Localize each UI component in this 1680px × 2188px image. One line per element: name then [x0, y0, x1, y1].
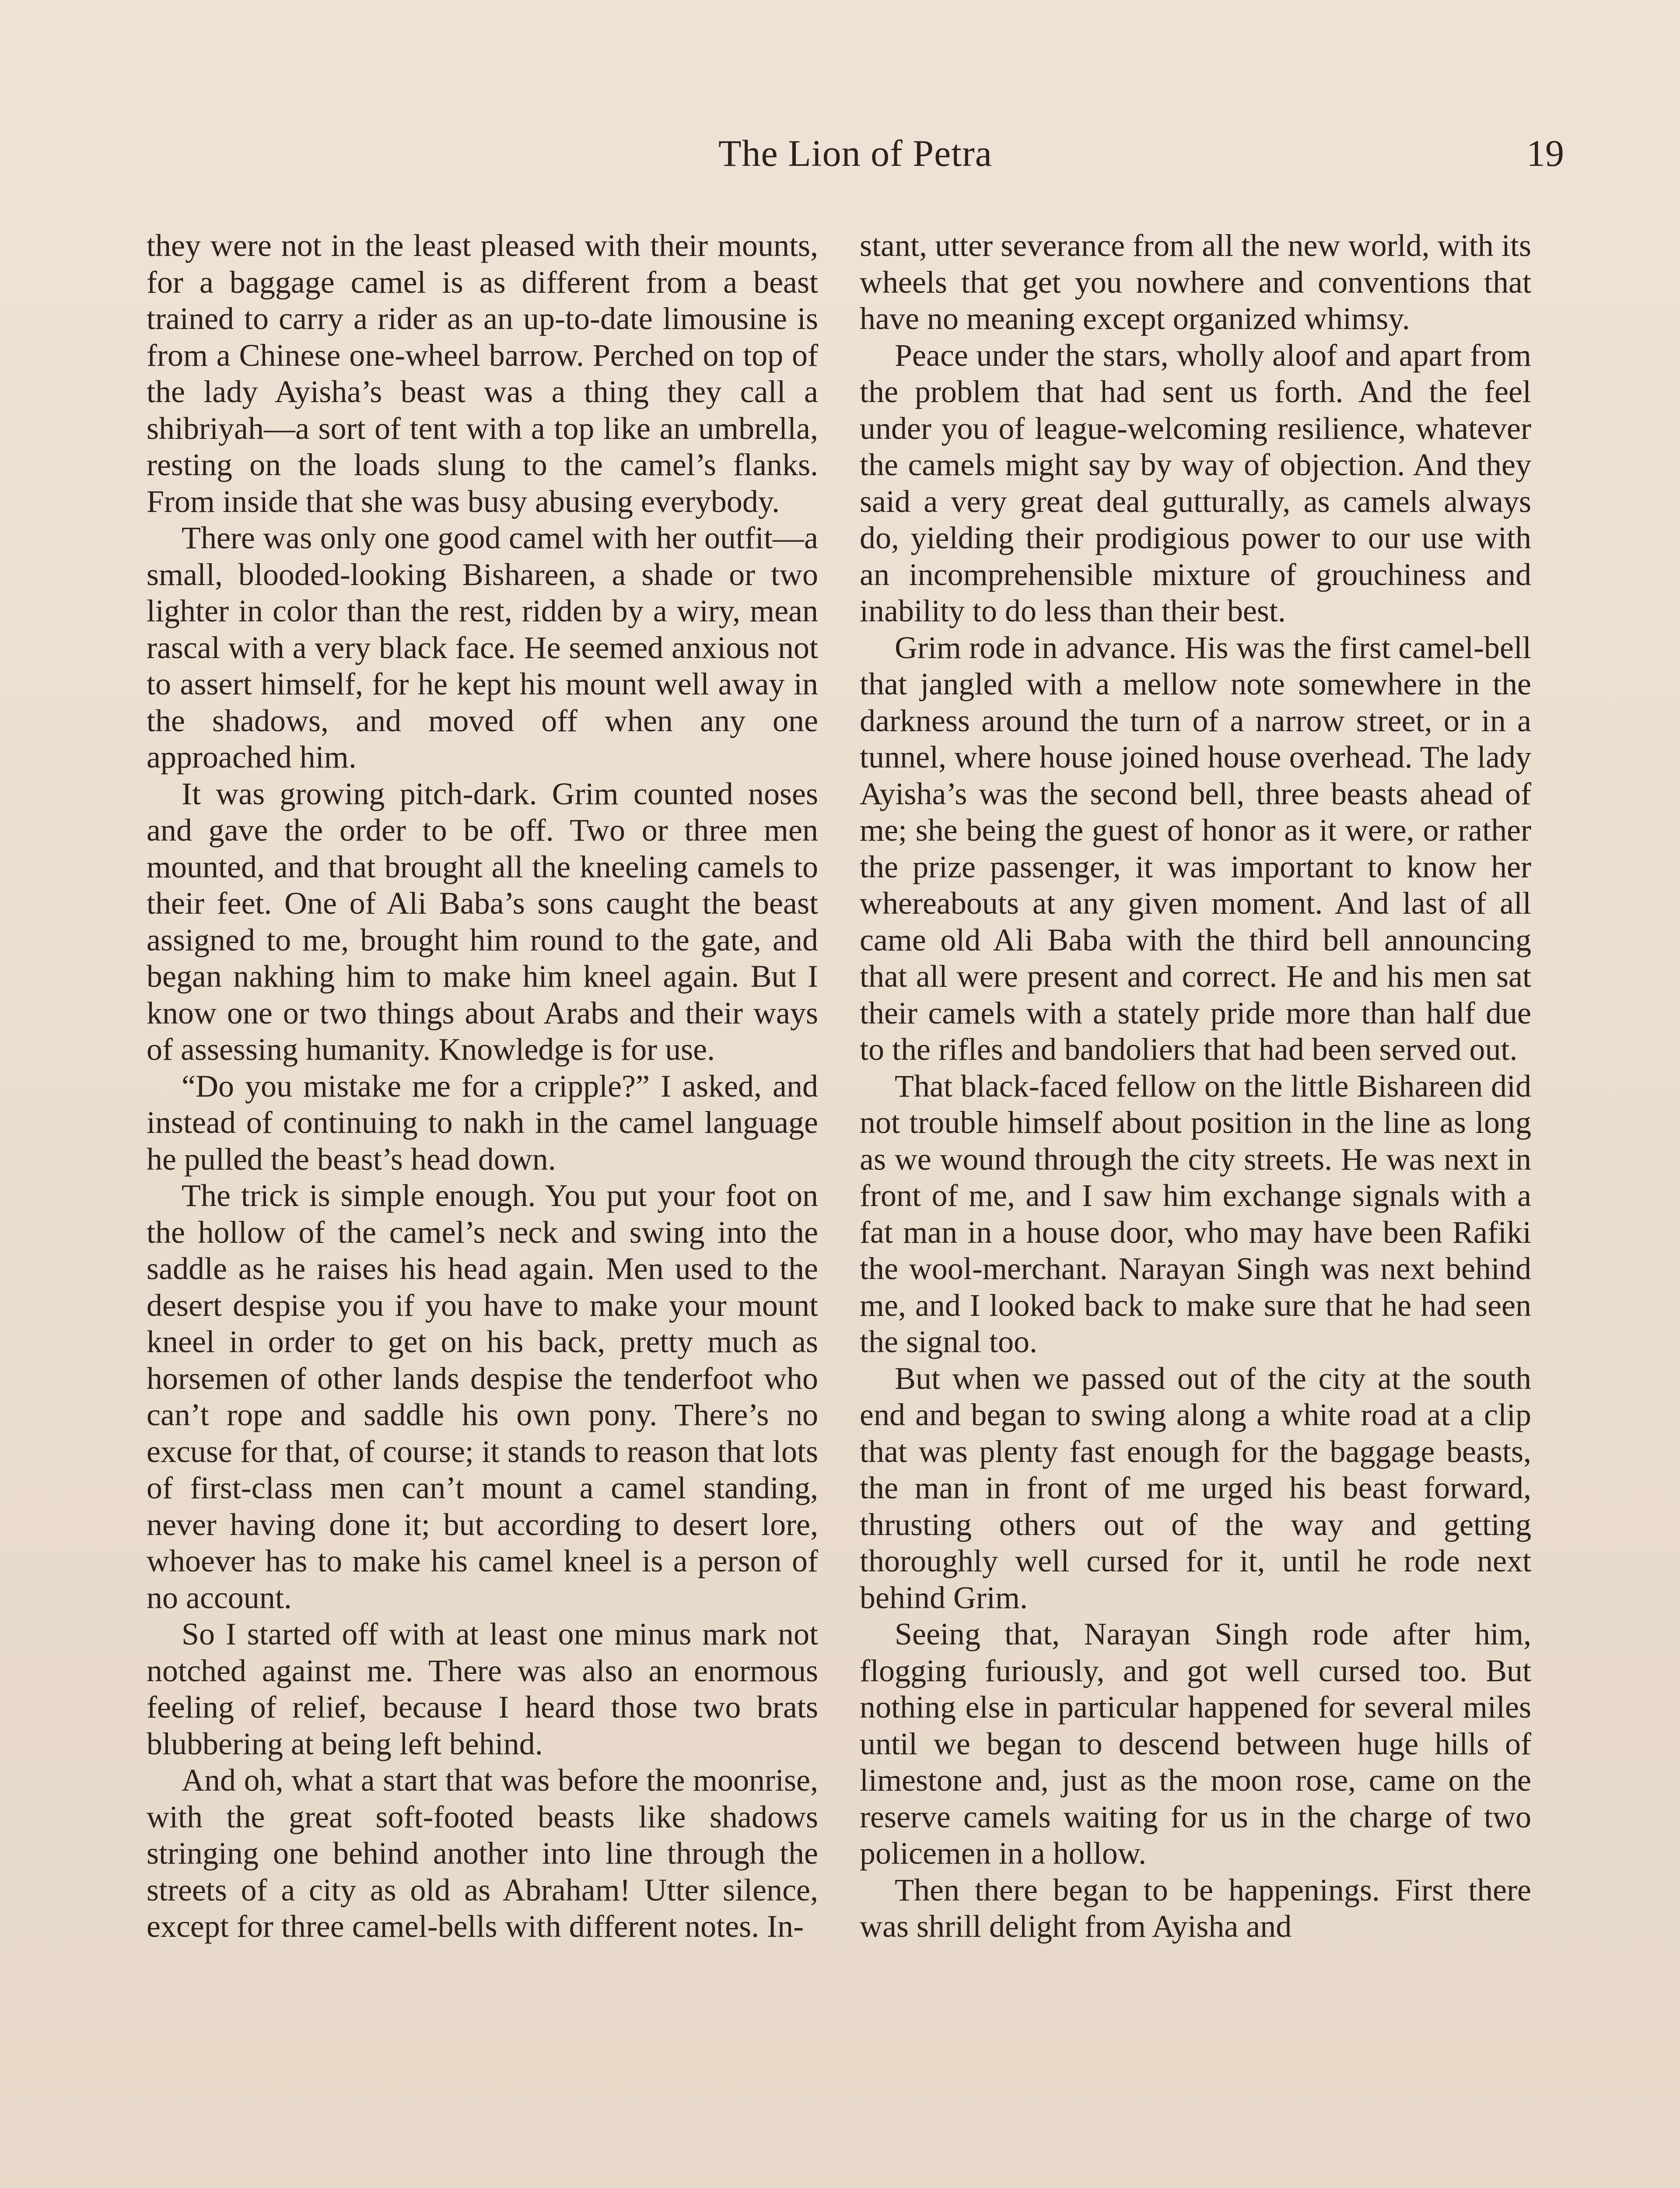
paragraph: Seeing that, Narayan Singh rode after him, flogging furiously, and got well cursed too. But nothing else in particular happened for several miles until we began to descend between huge hills of limestone and, just as the moon rose, came on the reserve camels waiting for us in the charge of two policemen in a hollow. [860, 1616, 1531, 1871]
paragraph: It was growing pitch-dark. Grim counted noses and gave the order to be off. Two or three men mounted, and that brought all the kneeling camels to their feet. One of Ali Baba’s sons caught the beast assigned to me, brought him round to the gate, and began nakhing him to make him kneel again. But I know one or two things about Arabs and their ways of assessing humanity. Knowledge is for use. [147, 776, 818, 1067]
paragraph: they were not in the least pleased with their mounts, for a baggage camel is as different from a beast trained to carry a rider as an up-to-date limousine is from a Chinese one-wheel barrow. Perched on top of the lady Ayisha’s beast was a thing they call a shibriyah—a sort of tent with a top like an umbrella, resting on the loads slung to the camel’s flanks. From inside that she was busy abusing everybody. [147, 228, 818, 519]
running-title: The Lion of Petra [718, 132, 992, 174]
paragraph: “Do you mistake me for a cripple?” I asked, and instead of continuing to nakh in the camel language he pulled the beast’s head down. [147, 1068, 818, 1177]
right-column [860, 228, 1531, 2188]
paragraph: And oh, what a start that was before the moonrise, with the great soft-footed beasts like shadows stringing one behind another into line through the streets of a city as old as Abraham! Utter silence, except for three camel-bells with different notes. In- [147, 1763, 818, 1944]
text-columns [147, 228, 1531, 2188]
paragraph: Then there began to be happenings. First there was shrill delight from Ayisha and [860, 1872, 1531, 1944]
paragraph: stant, utter severance from all the new world, with its wheels that get you nowhere and conventions that have no meaning except organized whimsy. [860, 228, 1531, 336]
paragraph: The trick is simple enough. You put your foot on the hollow of the camel’s neck and swing into the saddle as he raises his head again. Men used to the desert despise you if you have to make your mount kneel in order to get on his back, pretty much as horsemen of other lands despise the tenderfoot who can’t rope and saddle his own pony. There’s no excuse for that, of course; it stands to reason that lots of first-class men can’t mount a camel standing, never having done it; but according to desert lore, whoever has to make his camel kneel is a person of no account. [147, 1178, 818, 1615]
paragraph: Grim rode in advance. His was the first camel-bell that jangled with a mellow note somewhere in the darkness around the turn of a narrow street, or in a tunnel, where house joined house overhead. The lady Ayisha’s was the second bell, three beasts ahead of me; she being the guest of honor as it were, or rather the prize passenger, it was important to know her whereabouts at any given moment. And last of all came old Ali Baba with the third bell announcing that all were present and correct. He and his men sat their camels with a stately pride more than half due to the rifles and bandoliers that had been served out. [860, 630, 1531, 1067]
paragraph: There was only one good camel with her outfit—a small, blooded-looking Bishareen, a shade or two lighter in color than the rest, ridden by a wiry, mean rascal with a very black face. He seemed anxious not to assert himself, for he kept his mount well away in the shadows, and moved off when any one approached him. [147, 520, 818, 775]
page-header [147, 131, 1564, 188]
paragraph: Peace under the stars, wholly aloof and apart from the problem that had sent us forth. And the feel under you of league-welcoming resilience, whatever the camels might say by way of objection. And they said a very great deal gutturally, as camels always do, yielding their prodigious power to our use with an incomprehensible mixture of grouchiness and inability to do less than their best. [860, 337, 1531, 628]
left-column [147, 228, 818, 2188]
paragraph: That black-faced fellow on the little Bishareen did not trouble himself about position in the line as long as we wound through the city streets. He was next in front of me, and I saw him exchange signals with a fat man in a house door, who may have been Rafiki the wool-merchant. Narayan Singh was next behind me, and I looked back to make sure that he had seen the signal too. [860, 1068, 1531, 1359]
paragraph: But when we passed out of the city at the south end and began to swing along a white road at a clip that was plenty fast enough for the baggage beasts, the man in front of me urged his beast forward, thrusting others out of the way and getting thoroughly well cursed for it, until he rode next behind Grim. [860, 1360, 1531, 1615]
page-number: 19 [1526, 132, 1564, 174]
paragraph: So I started off with at least one minus mark not notched against me. There was also an enormous feeling of relief, because I heard those two brats blubbering at being left behind. [147, 1616, 818, 1761]
